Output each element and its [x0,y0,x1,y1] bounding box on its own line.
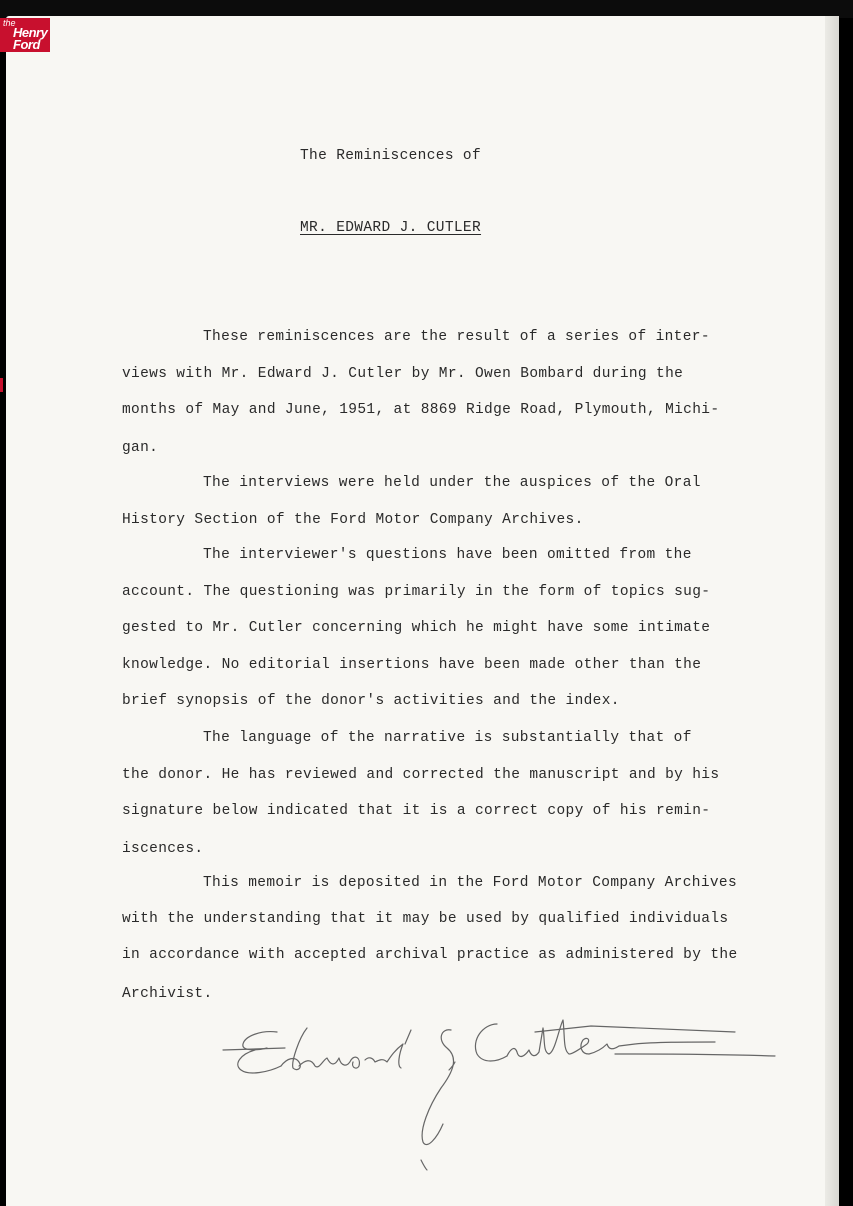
body-line: gested to Mr. Cutler concerning which he might have some intimate [122,620,711,636]
body-line: months of May and June, 1951, at 8869 Ridge Road, Plymouth, Michi- [122,402,720,418]
logo-henry: Henry [13,25,48,40]
body-line: the donor. He has reviewed and corrected the manuscript and by his [122,767,720,783]
body-line: signature below indicated that it is a correct copy of his remin- [122,803,711,819]
body-line: iscences. [122,841,204,857]
body-line: in accordance with accepted archival practice as administered by the [122,947,738,963]
body-line: account. The questioning was primarily in the form of topics sug- [122,584,711,600]
document-title: The Reminiscences of [300,148,482,164]
body-line: brief synopsis of the donor's activities and the index. [122,693,620,709]
body-line: with the understanding that it may be used by qualified individuals [122,911,729,927]
body-line: This memoir is deposited in the Ford Motor Company Archives [203,875,738,891]
henry-ford-logo [0,18,50,52]
body-line: Archivist. [122,986,213,1002]
logo-ford: Ford [13,37,40,52]
body-line: The interviewer's questions have been omitted from the [203,547,692,563]
body-line: These reminiscences are the result of a series of inter- [203,329,710,345]
handwritten-signature [215,1010,795,1180]
page-edge [825,16,839,1206]
document-name: MR. EDWARD J. CUTLER [300,220,482,236]
body-line: knowledge. No editorial insertions have been made other than the [122,657,702,673]
body-line: The language of the narrative is substantially that of [203,730,692,746]
edge-marker [0,378,3,392]
body-line: History Section of the Ford Motor Company Archives. [122,512,584,528]
body-line: The interviews were held under the auspices of the Oral [203,475,701,491]
body-line: gan. [122,440,159,456]
logo-the: the [3,18,16,28]
body-line: views with Mr. Edward J. Cutler by Mr. Owen Bombard during the [122,366,684,382]
